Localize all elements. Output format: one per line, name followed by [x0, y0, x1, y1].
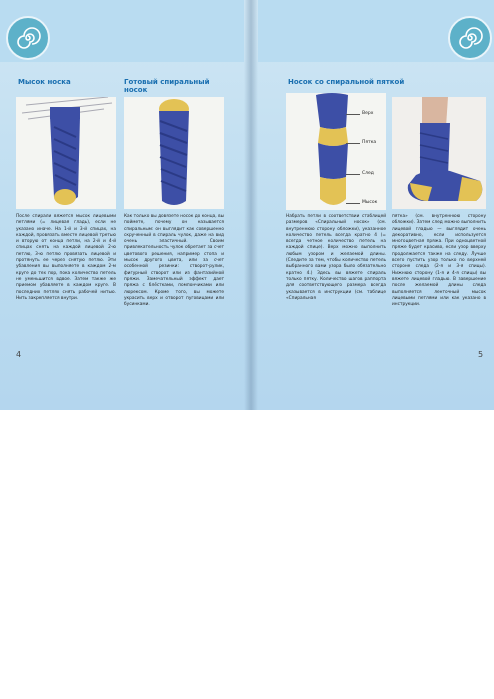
page-number-right: 5 [478, 350, 484, 359]
spiral-heel-heading: Носок со спиральной пяткой [288, 78, 405, 86]
leader-line [346, 174, 360, 175]
toe-instructions-text: После спирали вяжется мысок лицевыми петлями (= лицевая гладь), если не указано иначе. На 1-й и 3-й спицах, на каждой, провязать вместе лицевой третью и вторую от конца петли, на 2-й и 4-й спицах снять на каждой лицевой 2-ю петлю, 3-ю петлю провязать лицевой и протянуть ее через снятую петлю. Эти убавления вы выполняете в каждом 2-м круге до тех пор, пока количество петель не уменьшится вдвое. Затем также же приемом убавляете в каждом круге. В последних петлях снять рабочей нитью. Нить закрепляется внутри. [16, 214, 116, 301]
spiral-heel-text-col2: пятка» (см. внутреннюю сторону обложки). Затем след можно выполнить лицевой гладью — выглядит очень декоративно, если используется многоцветная пряжа. При одноцветной пряже будет красиво, если узор вверху продолжается также на следу. Лучше всего пустить узор только по верхней стороне следа (2-я и 3-я спицы). Нижнюю сторону (1-я и 4-я спицы) вы вяжете лицевой гладью. В завершение после желаемой длины следа выполняется ленточный мысок лицевыми петлями или как указано в инструкции. [392, 214, 486, 308]
spiral-heel-text-col1: Набрать петли в соответствии стаблицей размеров «Спиральный носок» (см. внутреннюю сторону обложки), указанное количество петель всегда кратно 4 (= всегда четное количество петель на каждой спице). Верх можно выполнить любым узором и желаемой длины. (Следите за тем, чтобы количество петель выбранного вами узора было обязательно кратно 4.) Здесь вы вяжете спираль только пятку. Количество шагов раппорта для соответствующего размера всегда указывается в инструкции (см. таблице «Спиральная [286, 214, 386, 301]
page-number-left: 4 [16, 350, 22, 359]
label-top: Верх [362, 111, 374, 116]
label-toe: Мысок [362, 200, 378, 205]
worn-sock-photo [392, 97, 486, 209]
leader-line [346, 203, 360, 204]
spiral-emblem-right-icon [448, 16, 492, 60]
finished-spiral-sock-photo [124, 97, 224, 209]
spiral-emblem-left-icon [6, 16, 50, 60]
spiral-sock-heading: Готовый спиральный носок [124, 78, 210, 94]
spiral-sock-text: Как только вы довязете носок до конца, вы поймете, почему он называется спиральным: он выглядит как совершенно скрученный в спираль чулок, даже на вид очень эластичный. Своим привлекательность чулок обретает за счет цветового решения, например стопа и мысок другого цвета, или за счет особенной резинки: створот-рулик, фигурный створот или из фантазийной пряжи. Замечательный эффект дает пряжа с блёстками, помпончиками или люрексом. Кроме того, вы можете украсить верх и отворот пуговицами или бусинками. [124, 214, 224, 308]
leader-line [346, 114, 360, 115]
sock-on-needles-photo [16, 97, 116, 209]
label-heel: Пятка [362, 140, 377, 145]
toe-heading: Мысок носка [18, 78, 71, 86]
label-sole: След [362, 171, 374, 176]
leader-line [346, 143, 360, 144]
book-gutter [244, 0, 258, 410]
